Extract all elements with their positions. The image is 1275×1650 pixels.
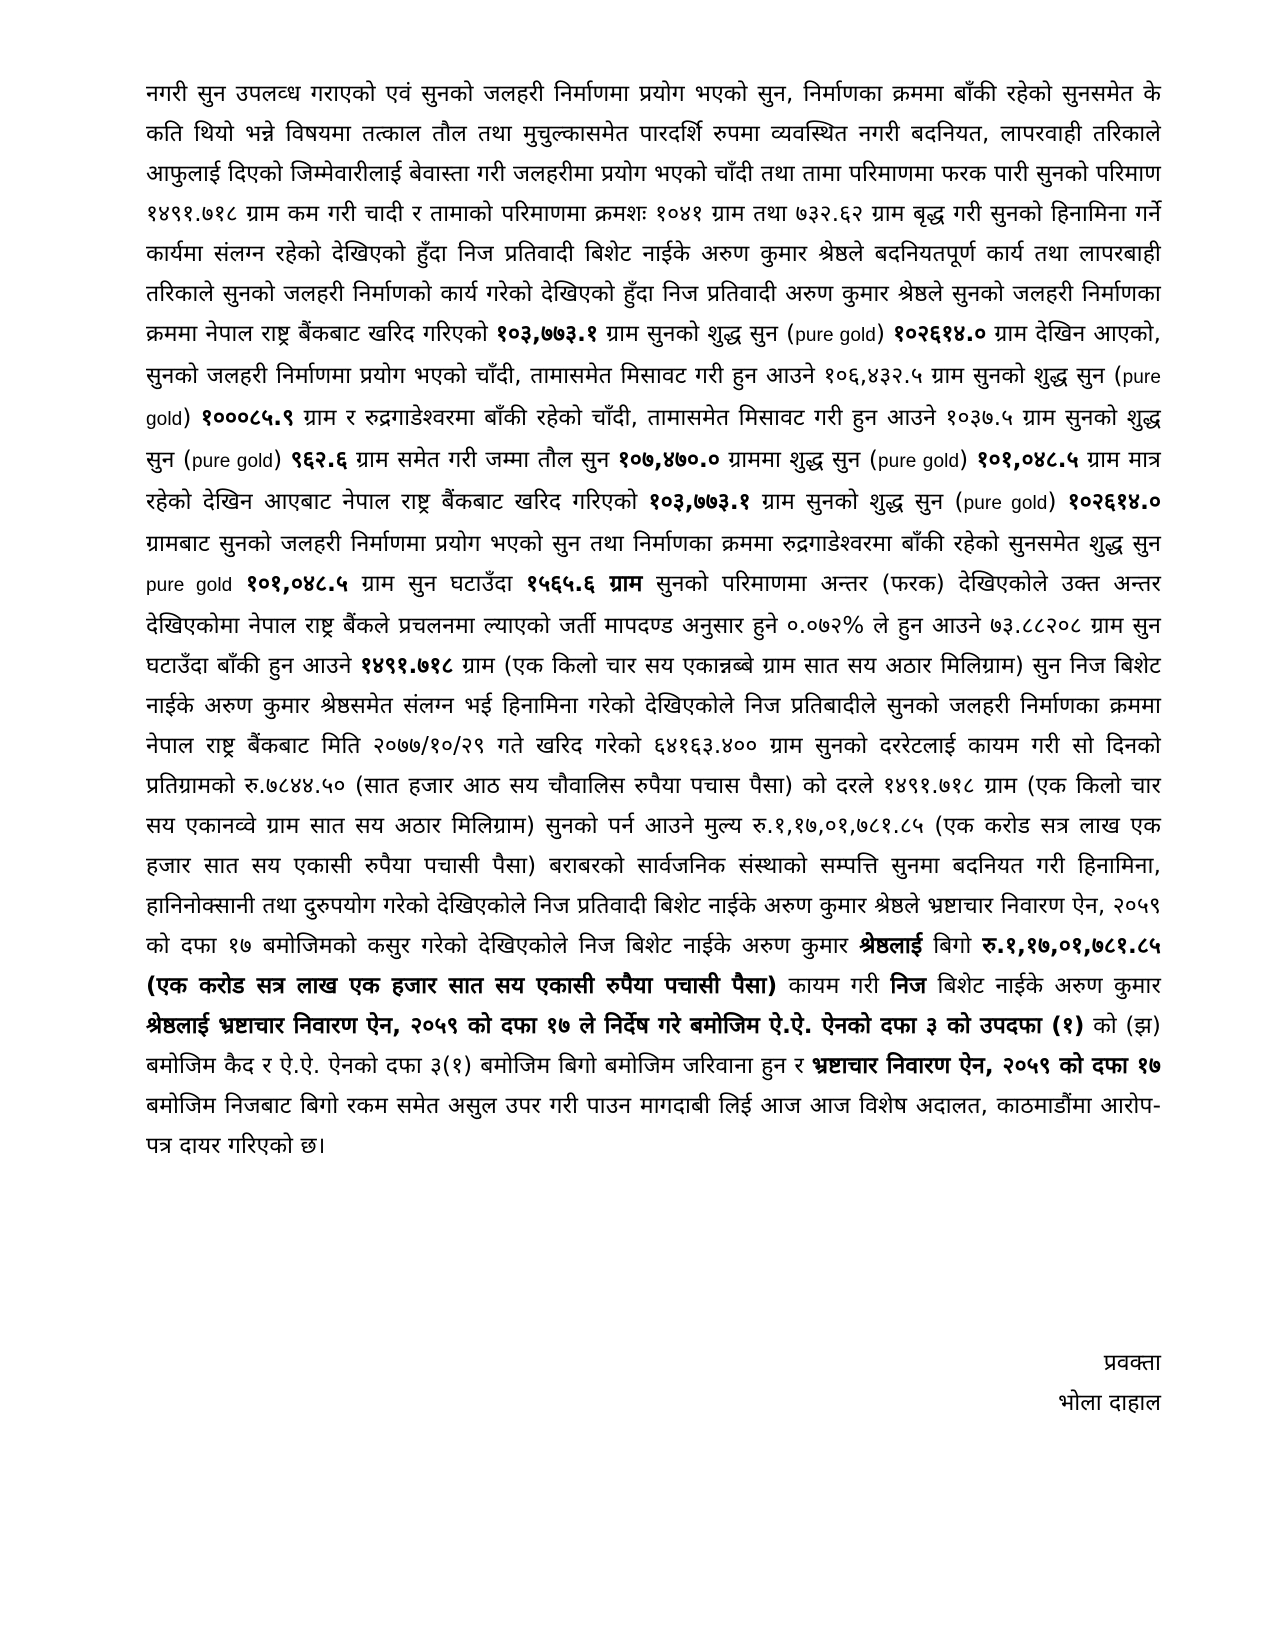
spokesperson-name: भोला दाहाल xyxy=(1058,1390,1161,1416)
text-segment: ग्रामबाट सुनको जलहरी निर्माणमा प्रयोग भएको सुन तथा निर्माणका क्रममा रुद्रगाडेश्वरमा बाँकी रहेको सुनसमेत शुद्ध सुन xyxy=(146,531,1161,557)
text-segment: ग्राम सुनको शुद्ध सुन ( xyxy=(598,321,796,347)
latin-text-segment: pure gold xyxy=(146,575,233,596)
text-segment: ग्राम देखिन आएको, सुनको जलहरी निर्माणमा प्रयोग भएको चाँदी, तामासमेत मिसावट गरी हुन आउने १०६,४३२.५ ग्राम सुनको शुद्ध सुन ( xyxy=(146,321,1161,389)
bold-text-segment: निज xyxy=(890,973,927,999)
bold-text-segment: १५६५.६ ग्राम xyxy=(526,571,643,597)
bold-text-segment: १०७,४७०.० xyxy=(617,447,720,473)
bold-text-segment: १०२६१४.० xyxy=(893,321,987,347)
text-segment: ) xyxy=(182,405,201,431)
text-segment: ) xyxy=(959,447,977,473)
latin-text-segment: pure gold xyxy=(878,451,960,472)
body-paragraph xyxy=(146,74,1161,1166)
text-segment: को (झ) बमोजिम कैद र ऐ.ऐ. ऐनको दफा ३(१) बमोजिम बिगो बमोजिम जरिवाना हुन र xyxy=(146,1013,1161,1079)
bold-text-segment: श्रेष्ठलाई भ्रष्टाचार निवारण ऐन, २०५९ को दफा १७ ले निर्देष गरे बमोजिम ऐ.ऐ. ऐनको दफा ३ को उपदफा (१) xyxy=(146,1013,1085,1039)
latin-text-segment: pure gold xyxy=(146,367,1161,430)
text-segment: ग्राम सुनको शुद्ध सुन ( xyxy=(750,489,964,515)
text-segment: नगरी सुन उपलव्ध गराएको एवं सुनको जलहरी निर्माणमा प्रयोग भएको सुन, निर्माणका क्रममा बाँकी रहेको सुनसमेत के कति थियो भन्ने विषयमा तत्काल तौल तथा मुचुल्कासमेत पारदर्शि रुपमा व्यवस्थित नगरी बदनियत, लापरवाही तरिकाले आफुलाई दिएको जिम्मेवारीलाई बेवास्ता गरी जलहरीमा प्रयोग भएको चाँदी तथा तामा परिमाणमा फरक पारी सुनको परिमाण १४९१.७१८ ग्राम कम गरी चादी र तामाको परिमाणमा क्रमशः १०४१ ग्राम तथा ७३२.६२ ग्राम बृद्ध गरी सुनको हिनामिना गर्ने कार्यमा संलग्न रहेको देखिएको हुँदा निज प्रतिवादी बिशेट नाईके अरुण कुमार श्रेष्ठले बदनियतपूर्ण कार्य तथा लापरबाही तरिकाले सुनको जलहरी निर्माणको कार्य गरेको देखिएको हुँदा निज प्रतिवादी अरुण कुमार श्रेष्ठले सुनको जलहरी निर्माणका क्रममा नेपाल राष्ट्र बैंकबाट खरिद गरिएको xyxy=(146,81,1161,347)
bold-text-segment: १०३,७७३.१ xyxy=(495,321,599,347)
text-segment: ग्राम समेत गरी जम्मा तौल सुन xyxy=(347,447,618,473)
text-segment: कायम गरी xyxy=(777,973,891,999)
text-segment: ग्राम मात्र रहेको देखिन आएबाट नेपाल राष्ट्र बैंकबाट खरिद गरिएको xyxy=(146,447,1161,515)
text-segment: ) xyxy=(273,447,291,473)
latin-text-segment: pure gold xyxy=(963,493,1048,514)
text-segment: बिशेट नाईके अरुण कुमार xyxy=(926,973,1161,999)
document-page xyxy=(146,74,1161,1166)
text-segment: ) xyxy=(875,321,894,347)
bold-text-segment: रु.१,१७,०१,७८१.८५ (एक करोड सत्र लाख एक हजार सात सय एकासी रुपैया पचासी पैसा) xyxy=(146,933,1161,999)
bold-text-segment: १०१,०४८.५ xyxy=(976,447,1079,473)
bold-text-segment: १०००८५.९ xyxy=(200,405,295,431)
latin-text-segment: pure gold xyxy=(795,325,876,346)
text-segment: ग्राममा शुद्ध सुन ( xyxy=(719,447,879,473)
text-segment: ग्राम र रुद्रगाडेश्वरमा बाँकी रहेको चाँदी, तामासमेत मिसावट गरी हुन आउने १०३७.५ ग्राम सुनको शुद्ध सुन ( xyxy=(146,405,1162,473)
text-segment xyxy=(232,571,246,597)
bold-text-segment: १४९१.७१८ xyxy=(360,653,454,679)
latin-text-segment: pure gold xyxy=(191,451,274,472)
text-segment: ग्राम (एक किलो चार सय एकान्नब्बे ग्राम सात सय अठार मिलिग्राम) सुन निज बिशेट नाईके अरुण कुमार श्रेष्ठसमेत संलग्न भई हिनामिना गरेको देखिएकोले निज प्रतिबादीले सुनको जलहरी निर्माणका क्रममा नेपाल राष्ट्र बैंकबाट मिति २०७७/१०/२९ गते खरिद गरेको ६४१६३.४०० ग्राम सुनको दररेटलाई कायम गरी सो दिनको प्रतिग्रामको रु.७८४४.५० (सात हजार आठ सय चौवालिस रुपैया पचास पैसा) को दरले १४९१.७१८ ग्राम (एक किलो चार सय एकानव्वे ग्राम सात सय अठार मिलिग्राम) सुनको पर्न आउने मुल्य रु.१,१७,०१,७८१.८५ (एक करोड सत्र लाख एक हजार सात सय एकासी रुपैया पचासी पैसा) बराबरको सार्वजनिक संस्थाको सम्पत्ति सुनमा बदनियत गरी हिनामिना, हानिनोक्सानी तथा दुरुपयोग गरेको देखिएकोले निज प्रतिवादी बिशेट नाईके अरुण कुमार श्रेष्ठले भ्रष्टाचार निवारण ऐन, २०५९ को दफा १७ बमोजिमको कसुर गरेको देखिएकोले निज बिशेट नाईके अरुण कुमार xyxy=(146,653,1161,959)
bold-text-segment: १०१,०४८.५ xyxy=(245,571,349,597)
bold-text-segment: श्रेष्ठलाई xyxy=(859,933,923,959)
text-segment: बिगो xyxy=(922,933,983,959)
bold-text-segment: १०२६१४.० xyxy=(1067,489,1162,515)
text-segment: ) xyxy=(1047,489,1068,515)
text-segment: सुनको परिमाणमा अन्तर (फरक) देखिएकोले उक्त अन्तर देखिएकोमा नेपाल राष्ट्र बैंकले प्रचलनमा ल्याएको जर्ती मापदण्ड अनुसार हुने ०.०७२% ले हुन आउने ७३.८८२०८ ग्राम सुन घटाउँदा बाँकी हुन आउने xyxy=(146,571,1161,679)
text-segment: ग्राम सुन घटाउँदा xyxy=(348,571,527,597)
bold-text-segment: ९६२.६ xyxy=(290,447,348,473)
bold-text-segment: भ्रष्टाचार निवारण ऐन, २०५९ को दफा १७ xyxy=(811,1053,1161,1079)
signature-block xyxy=(1058,1343,1161,1423)
bold-text-segment: १०३,७७३.१ xyxy=(648,489,751,515)
text-segment: बमोजिम निजबाट बिगो रकम समेत असुल उपर गरी पाउन मागदाबी लिई आज आज विशेष अदालत, काठमाडौंमा आरोप-पत्र दायर गरिएको छ। xyxy=(146,1093,1161,1159)
spokesperson-title: प्रवक्ता xyxy=(1103,1350,1161,1376)
